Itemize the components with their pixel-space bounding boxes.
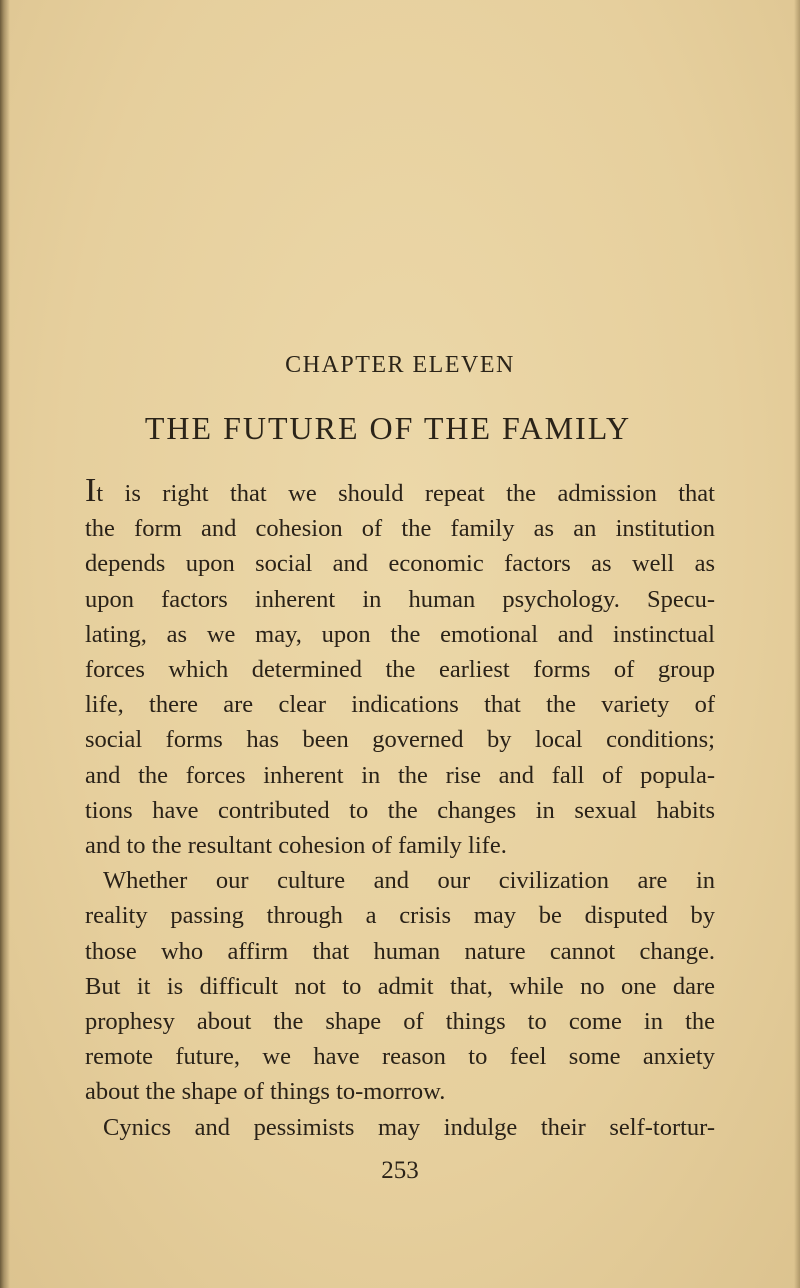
text-line: Whether our culture and our civilization are in [103,867,715,895]
text-line: and the forces inherent in the rise and fall of popula- [85,761,715,789]
text-line: remote future, we have reason to feel some anxiety [85,1043,715,1071]
text-line: life, there are clear indications that the variety of [85,691,715,719]
body-text [85,474,715,1145]
text-line: about the shape of things to-morrow. [85,1078,446,1106]
text-line: the form and cohesion of the family as an institution [85,515,715,543]
text-line: upon factors inherent in human psychology. Specu- [85,585,715,613]
drop-cap: I [85,472,97,509]
page-number: 253 [381,1157,419,1184]
text-line: those who affirm that human nature cannot change. [85,937,715,965]
text-line: depends upon social and economic factors as well as [85,550,715,578]
text-line [85,474,715,511]
chapter-title: THE FUTURE OF THE FAMILY [144,410,632,446]
text-line: lating, as we may, upon the emotional and instinctual [85,620,715,648]
text-line-content: t is right that we should repeat the admission that [96,480,715,507]
text-line: reality passing through a crisis may be disputed by [85,902,715,930]
text-line: and to the resultant cohesion of family life. [85,832,507,860]
text-line: forces which determined the earliest forms of group [85,656,715,684]
chapter-label: CHAPTER ELEVEN [285,352,515,378]
text-line: prophesy about the shape of things to come in the [85,1008,715,1036]
text-line: tions have contributed to the changes in sexual habits [85,796,715,824]
text-line: But it is difficult not to admit that, while no one dare [85,972,715,1000]
text-line: social forms has been governed by local conditions; [85,726,715,754]
page-outer-edge [794,0,800,1288]
text-line: Cynics and pessimists may indulge their self-tortur- [103,1113,715,1141]
page-binding-edge [0,0,10,1288]
